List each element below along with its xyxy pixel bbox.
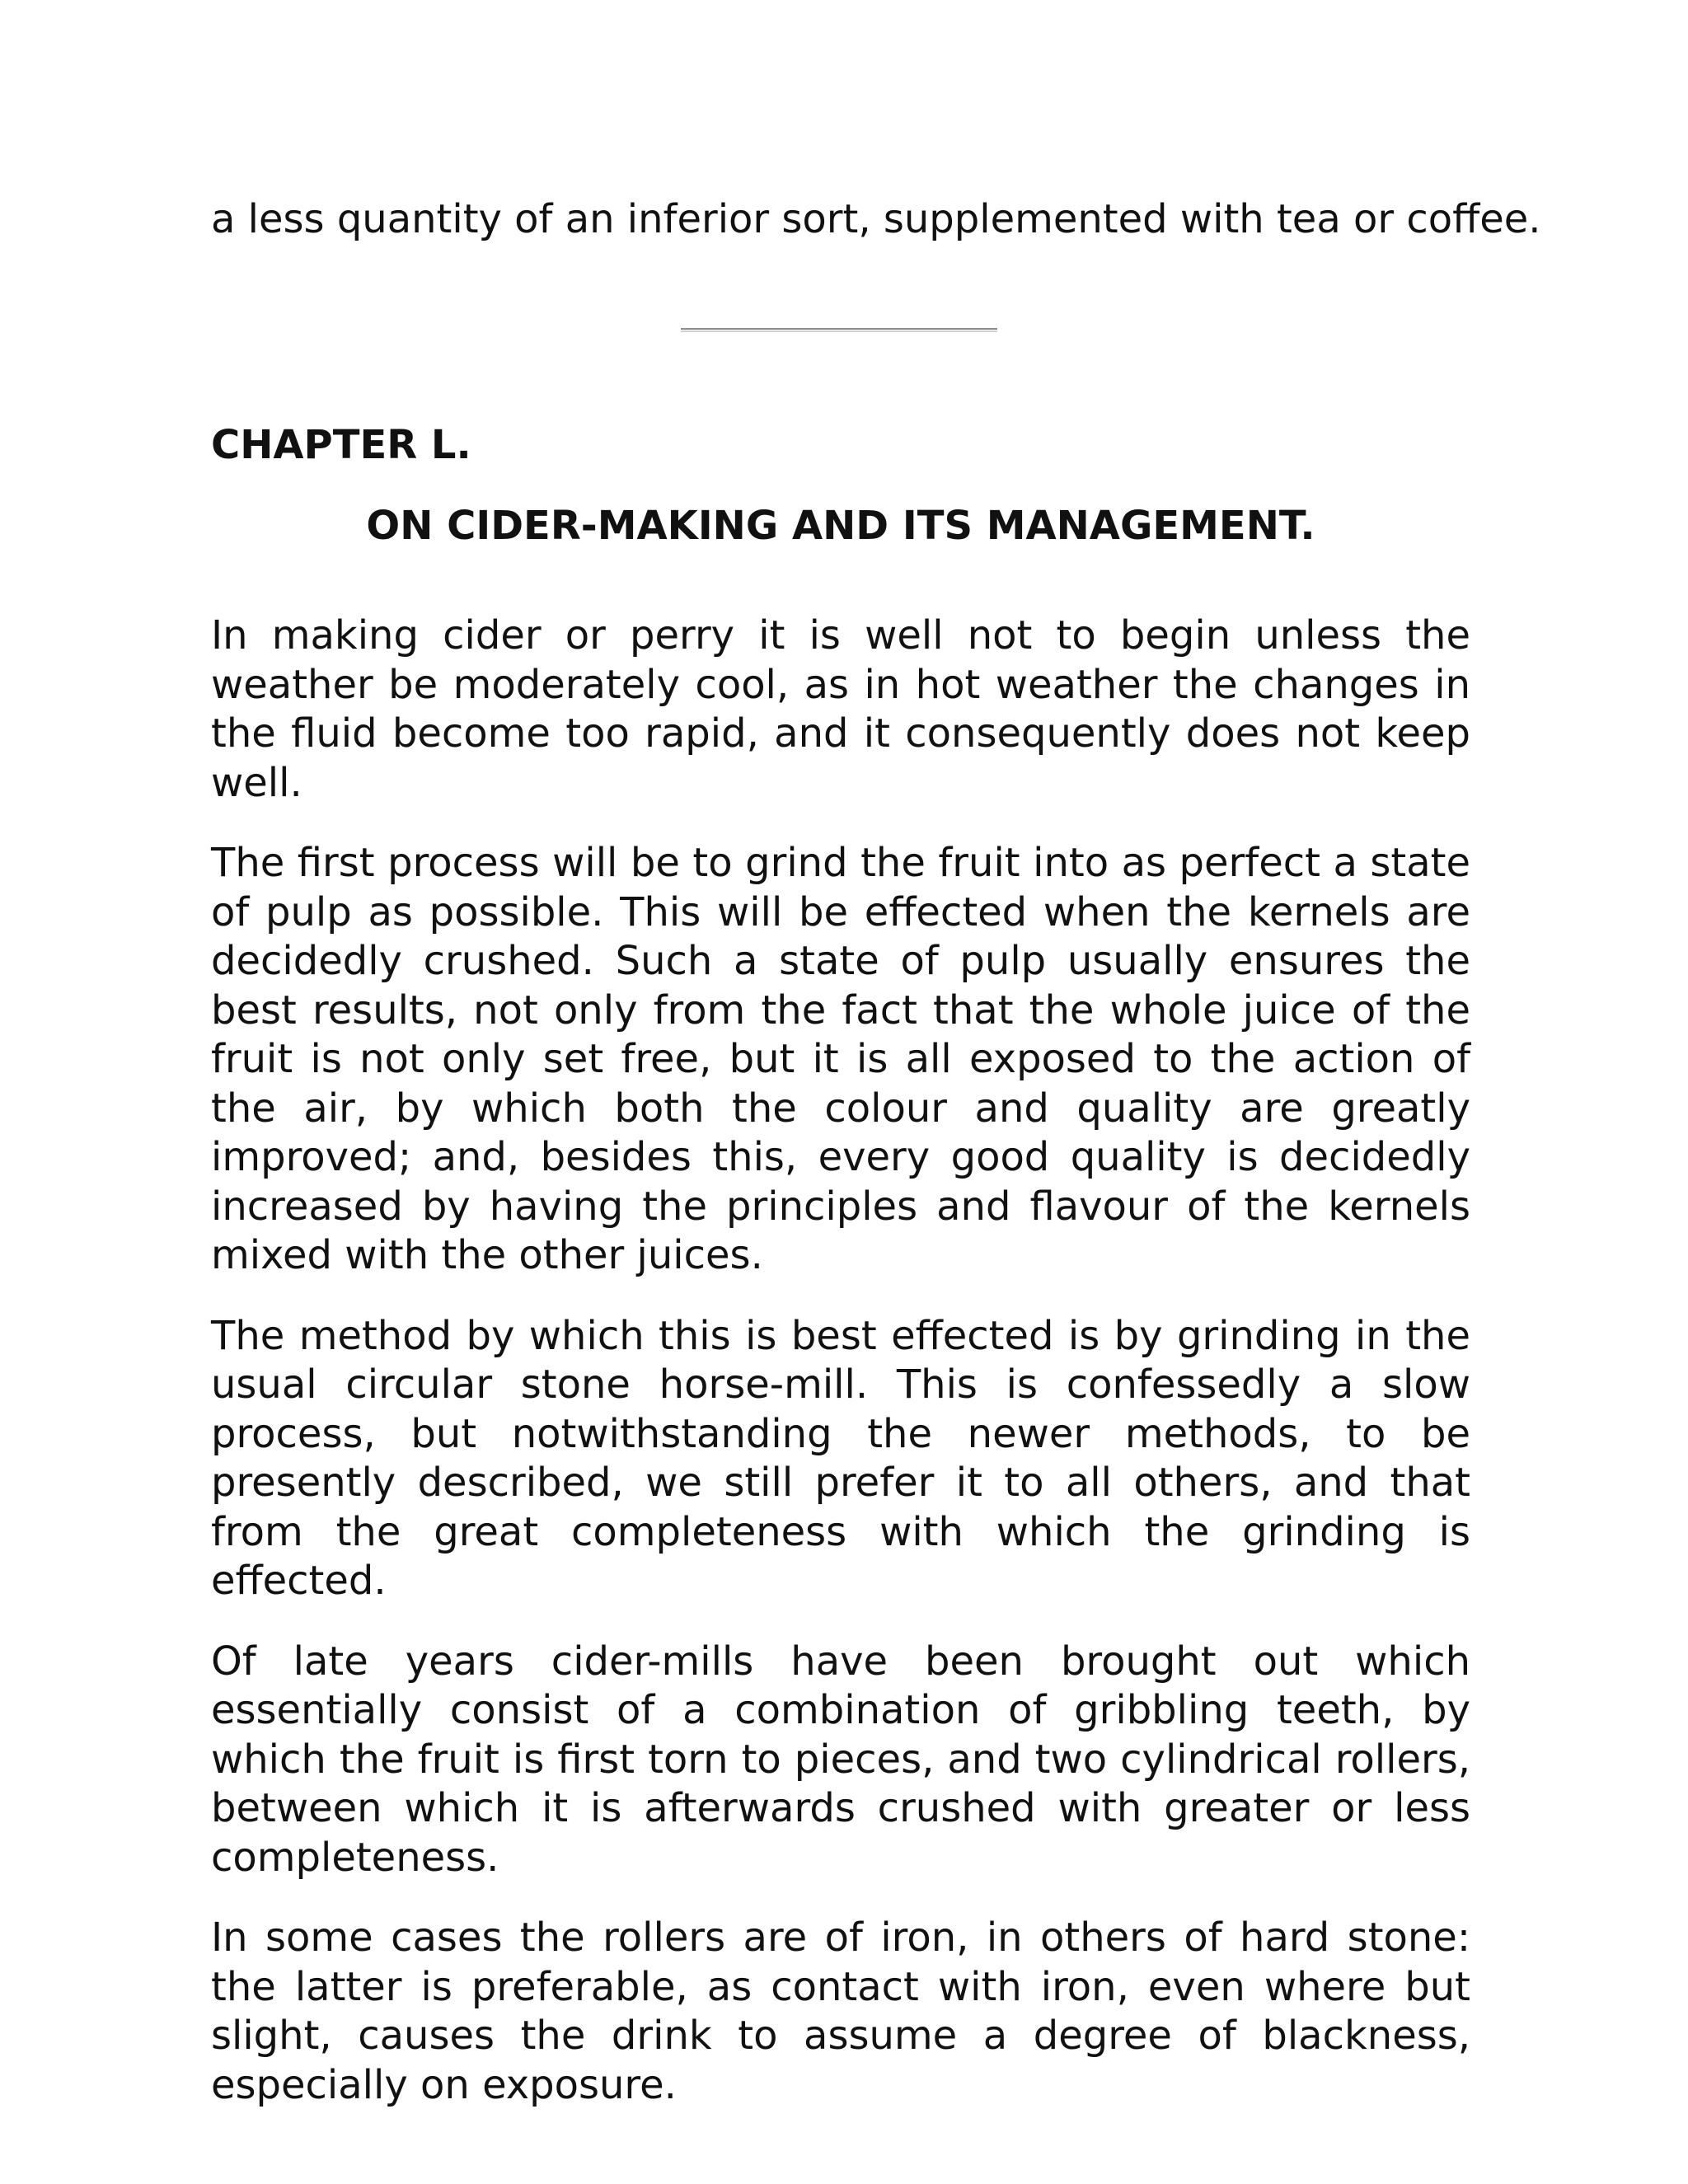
paragraph: In making cider or perry it is well not to begin unless the weather be moderately cool, as in hot weather the changes in the fluid become too rapid, and it consequently does not keep well. (211, 612, 1470, 806)
paragraph: The first process will be to grind the fruit into as perfect a state of pulp as possible. This will be effected when the kernels are decidedly crushed. Such a state of pulp usually ensures the best results, not only from the fact that the whole juice of the fruit is not only set free, but it is all exposed to the action of the air, by which both the colour and quality are greatly improved; and, besides this, every good quality is decidedly increased by having the principles and flavour of the kernels mixed with the other juices. (211, 840, 1470, 1278)
chapter-title: ON CIDER-MAKING AND ITS MANAGEMENT. (366, 503, 1315, 549)
chapter-number: CHAPTER L. (211, 422, 471, 468)
section-divider (681, 328, 997, 332)
paragraph: The method by which this is best effected is by grinding in the usual circular stone horse-mill. This is confessedly a slow process, but notwithstanding the newer methods, to be presently described, we still prefer it to all others, and that from the great completeness with which the grinding is effected. (211, 1312, 1470, 1604)
continued-paragraph: a less quantity of an inferior sort, supplemented with tea or coffee. (211, 196, 1541, 242)
paragraph: In some cases the rollers are of iron, in others of hard stone: the latter is preferable, as contact with iron, even where but slight, causes the drink to assume a degree of blackness, especially on exposure. (211, 1915, 1470, 2108)
paragraph: Of late years cider-mills have been brought out which essentially consist of a combination of gribbling teeth, by which the fruit is first torn to pieces, and two cylindrical rollers, between which it is afterwards crushed with greater or less completeness. (211, 1638, 1470, 1881)
chapter-body (211, 612, 1470, 2141)
